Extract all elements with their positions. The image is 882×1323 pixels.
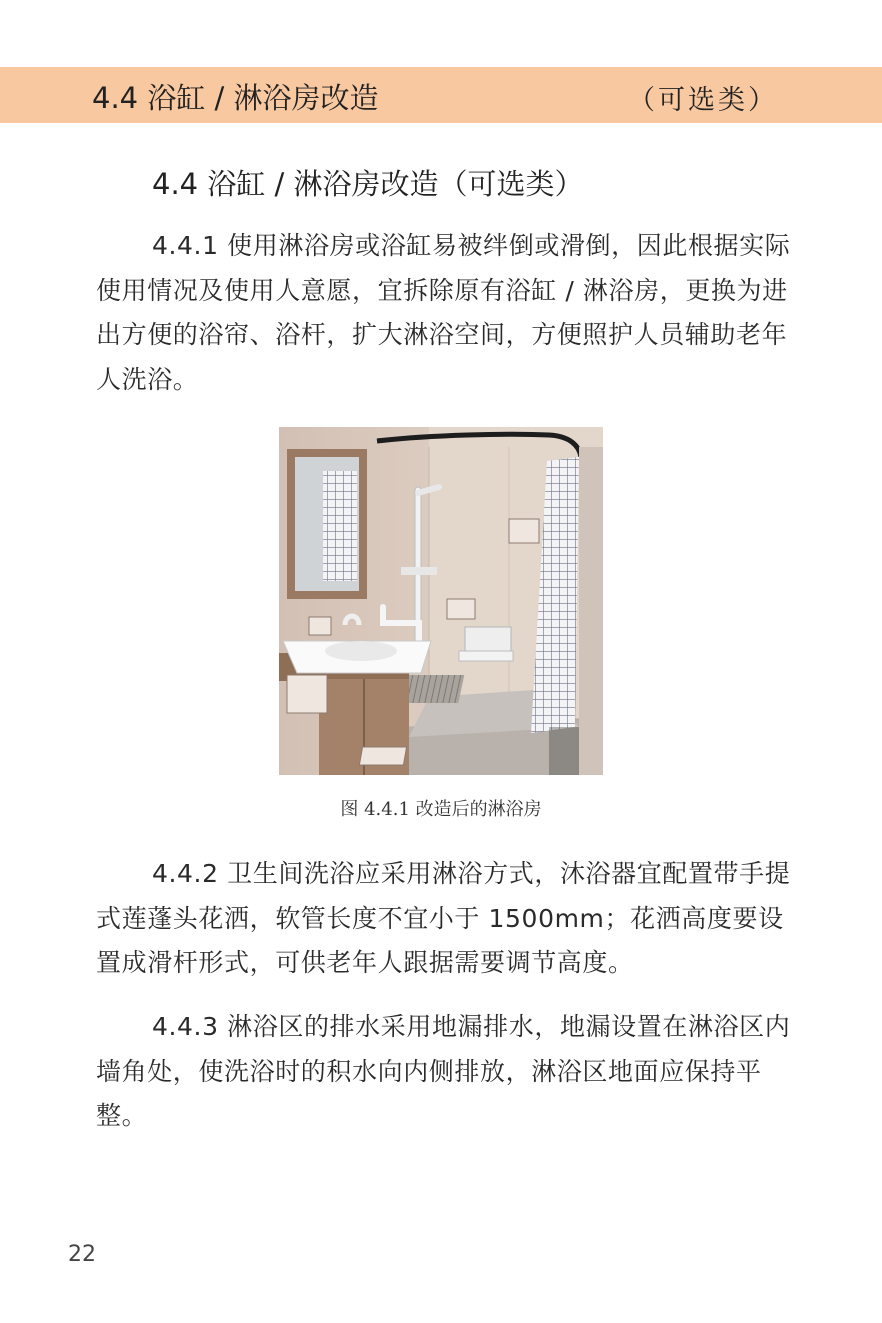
page-number: 22 <box>68 1242 96 1267</box>
section-title: 4.4 浴缸 / 淋浴房改造（可选类） <box>152 167 584 201</box>
figure-caption: 图 4.4.1 改造后的淋浴房 <box>340 799 542 820</box>
paragraph-4-4-2: 4.4.2 卫生间洗浴应采用淋浴方式，沐浴器宜配置带手提式莲蓬头花洒，软管长度不宜小于 1500mm；花洒高度要设置成滑杆形式，可供老年人跟据需要调节高度。 <box>96 859 791 977</box>
paragraph-4-4-1: 4.4.1 使用淋浴房或浴缸易被绊倒或滑倒，因此根据实际使用情况及使用人意愿，宜拆除原有浴缸 / 淋浴房，更换为进出方便的浴帘、浴杆，扩大淋浴空间，方便照护人员辅助老年人洗浴。 <box>96 231 791 394</box>
header-optional-tag: （可选类） <box>628 85 778 116</box>
shower-room-photo <box>279 427 603 775</box>
paragraph-4-4-3: 4.4.3 淋浴区的排水采用地漏排水，地漏设置在淋浴区内墙角处，使洗浴时的积水向内侧排放，淋浴区地面应保持平整。 <box>96 1012 791 1130</box>
header-title: 4.4 浴缸 / 淋浴房改造 <box>92 81 379 115</box>
